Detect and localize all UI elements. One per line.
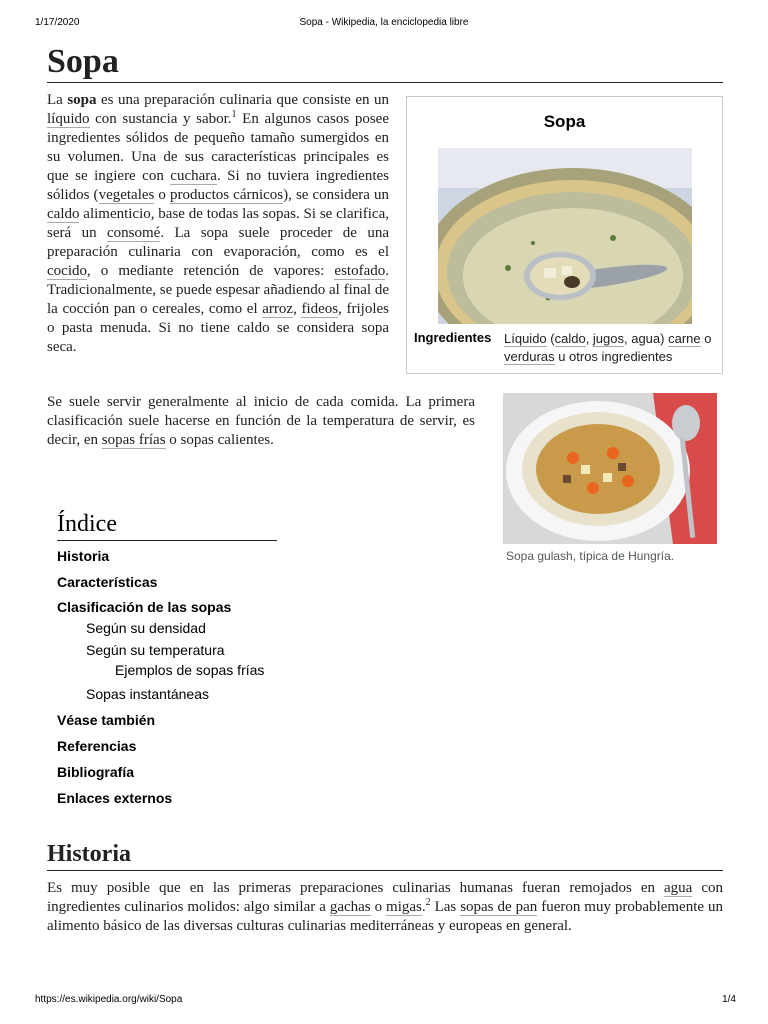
link-cuchara[interactable]: cuchara [170, 168, 217, 184]
section-heading-historia: Historia [47, 841, 131, 867]
toc-item-referencias[interactable]: Referencias [57, 738, 137, 754]
intro-paragraph: La sopa es una preparación culinaria que consiste en un líquido con sustancia y sabor.$^1$ En algunos casos posee ingredientes sólidos de pequeño tamaño sumergidos en su volumen. Una de sus características principales es que se ingiere con cuchara. Si no tuviera ingredientes sólidos (vegetales o productos cárnicos), se considera un caldo alimenticio, base de todas las sopas. Si se clarifica, será un consomé. La sopa suele proceder de una preparación culinaria con evaporación, como es el cocido, o mediante retención de vapores: estofado. Tradicionalmente, se puede espesar añadiendo al final de la cocción pan o cereales, como el arroz, fideos, frijoles o pasta menuda. Si no tiene caldo se considera sopa seca. [47, 92, 390, 355]
infobox [406, 96, 723, 374]
toc-item-instantaneas[interactable]: Sopas instantáneas [86, 686, 209, 702]
toc-item-clasificacion[interactable]: Clasificación de las sopas [57, 599, 232, 615]
infobox-value: Líquido (caldo, jugos, agua) carne o verduras u otros ingredientes [504, 331, 712, 364]
print-date: 1/17/2020 [35, 17, 80, 28]
link-caldo-infobox[interactable]: caldo [554, 331, 586, 346]
link-carne[interactable]: carne [668, 331, 701, 346]
link-fideos[interactable]: fideos [301, 301, 339, 317]
print-title: Sopa - Wikipedia, la enciclopedia libre [299, 17, 469, 28]
link-caldo[interactable]: caldo [47, 206, 80, 222]
link-gachas[interactable]: gachas [329, 899, 371, 915]
print-url: https://es.wikipedia.org/wiki/Sopa [35, 994, 183, 1005]
link-consome[interactable]: consomé [106, 225, 161, 241]
toc-item-enlaces[interactable]: Enlaces externos [57, 790, 173, 806]
link-vegetales[interactable]: vegetales [98, 187, 155, 203]
link-liquido[interactable]: líquido [47, 111, 90, 127]
image-caption: Sopa gulash, típica de Hungría. [506, 549, 675, 563]
infobox-label: Ingredientes [414, 330, 492, 345]
soup-bowl-image[interactable] [438, 148, 692, 324]
title-divider [47, 82, 723, 83]
citation-1[interactable]: 1 [231, 109, 237, 120]
link-agua[interactable]: agua [664, 880, 693, 896]
link-estofado[interactable]: estofado [334, 263, 386, 279]
link-liquido-infobox[interactable]: Líquido [504, 331, 547, 346]
page-title: Sopa [47, 43, 119, 80]
link-productos-carnicos[interactable]: productos cárnicos [169, 187, 284, 203]
infobox-title: Sopa [543, 112, 586, 131]
toc-item-sopas-frias[interactable]: Ejemplos de sopas frías [115, 662, 265, 678]
section-divider [47, 870, 723, 871]
toc-divider [57, 540, 277, 541]
toc-item-historia[interactable]: Historia [57, 548, 110, 564]
serving-paragraph: Se suele servir generalmente al inicio de cada comida. La primera clasificación suele hacerse en función de la temperatura de servir, es decir, en sopas frías o sopas calientes. [47, 394, 475, 448]
link-cocido[interactable]: cocido [47, 263, 87, 279]
page-number: 1/4 [722, 994, 736, 1005]
toc-item-temperatura[interactable]: Según su temperatura [86, 642, 225, 658]
toc-item-bibliografia[interactable]: Bibliografía [57, 764, 135, 780]
toc-item-vease-tambien[interactable]: Véase también [57, 712, 156, 728]
link-verduras[interactable]: verduras [504, 349, 555, 364]
toc-item-caracteristicas[interactable]: Características [57, 574, 158, 590]
link-arroz[interactable]: arroz [262, 301, 294, 317]
historia-paragraph: Es muy posible que en las primeras preparaciones culinarias humanas fueran remojados en agua con ingredientes culinarios molidos: algo similar a gachas o migas.$^2$ Las sopas de pan fueron muy probablemente un alimento básico de las diversas culturas culinarias mediterráneas y europeas en general. [47, 880, 723, 934]
citation-2[interactable]: 2 [425, 897, 431, 908]
toc-item-densidad[interactable]: Según su densidad [86, 620, 206, 636]
link-sopas-de-pan[interactable]: sopas de pan [460, 899, 538, 915]
link-migas[interactable]: migas [386, 899, 422, 915]
gulash-soup-image[interactable] [503, 393, 717, 544]
link-sopas-frias[interactable]: sopas frías [101, 432, 166, 448]
link-jugos[interactable]: jugos [592, 331, 624, 346]
toc-title: Índice [57, 511, 117, 537]
